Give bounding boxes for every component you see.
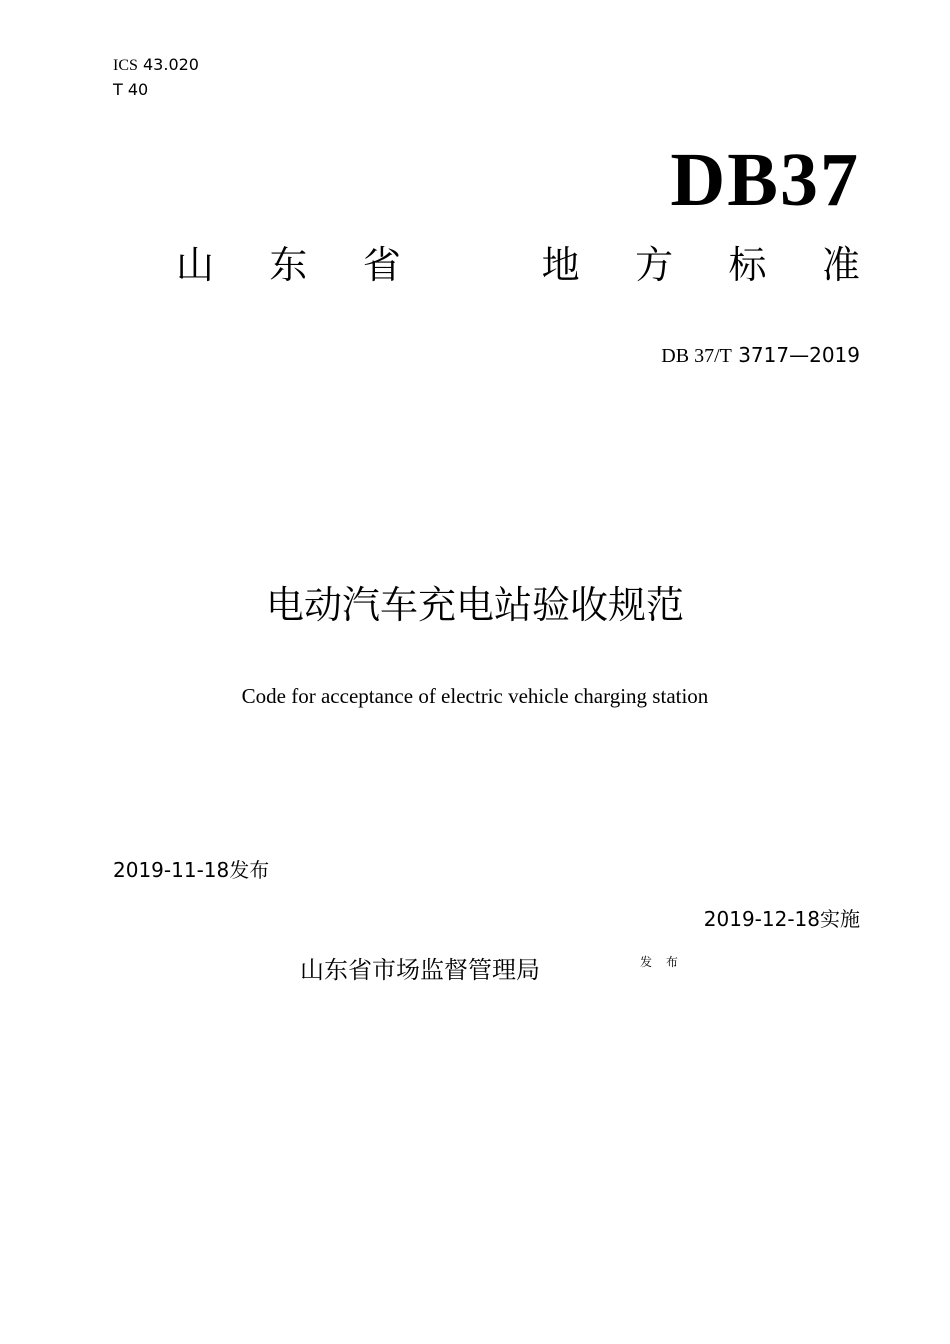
classification-code: T 40: [113, 80, 149, 99]
db37-logo: DB37: [670, 138, 860, 222]
document-title-chinese: 电动汽车充电站验收规范: [265, 583, 684, 627]
standard-type-char: 省: [362, 243, 401, 287]
implementation-label: 实施: [820, 907, 860, 931]
standard-type-char: 准: [821, 243, 860, 287]
ics-code-line: [113, 55, 199, 76]
standard-type-char: 地: [541, 243, 580, 287]
standard-type-gap: [456, 240, 486, 290]
implementation-date: 2019-12-18: [703, 907, 820, 931]
issuing-authority-suffix: 发 布: [640, 955, 683, 969]
document-title-english: Code for acceptance of electric vehicle charging station: [241, 684, 709, 708]
standard-type-char: 东: [269, 243, 308, 287]
standard-number-value: 3717—2019: [738, 343, 860, 367]
ics-label: ICS: [113, 57, 138, 74]
standard-type-char: 标: [728, 243, 767, 287]
implementation-date-line: [704, 905, 860, 933]
standard-type-char: 方: [635, 243, 674, 287]
issue-label: 发布: [229, 858, 270, 882]
issue-date-line: [113, 856, 269, 884]
standard-number: [661, 341, 860, 370]
issuing-authority: 山东省市场监督管理局: [300, 956, 540, 984]
issue-date: 2019-11-18: [113, 858, 230, 882]
standard-type-heading: [176, 240, 860, 290]
ics-code: 43.020: [143, 55, 199, 74]
standard-type-char: 山: [176, 243, 215, 287]
standard-number-prefix: DB 37/T: [661, 345, 732, 367]
